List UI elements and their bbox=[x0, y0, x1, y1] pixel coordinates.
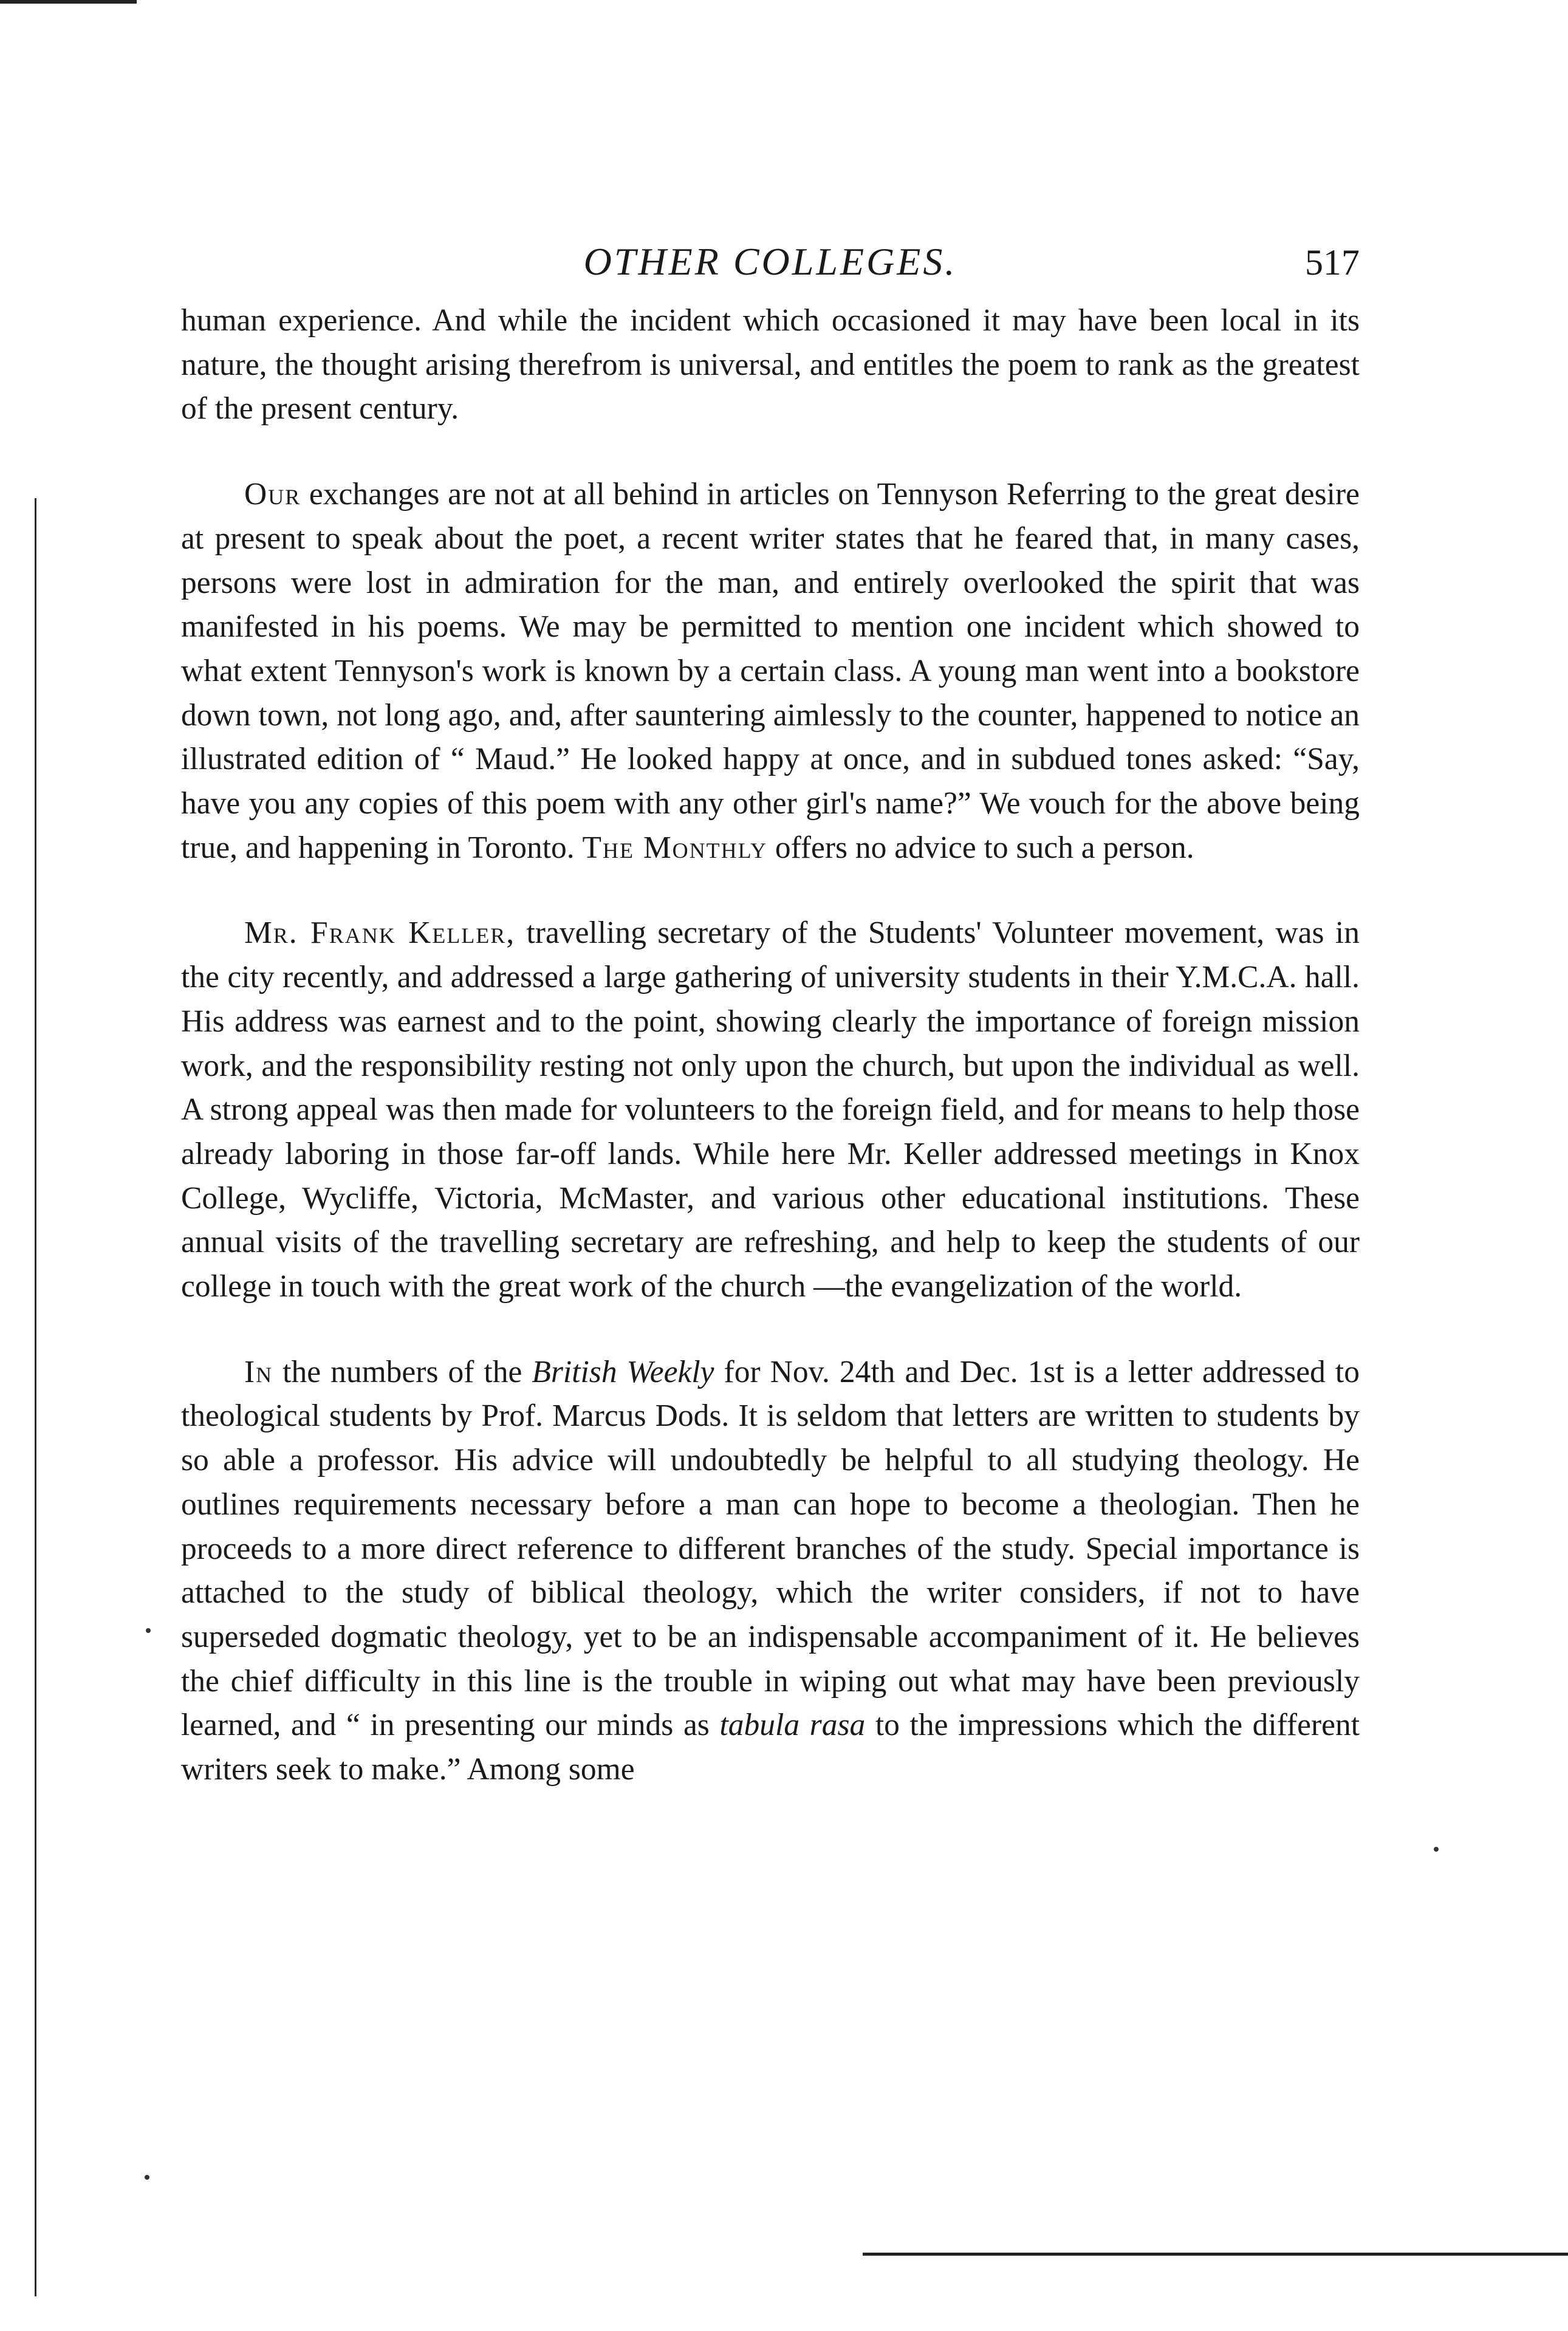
scan-left-edge-line bbox=[35, 498, 36, 2296]
paragraph-british-weekly bbox=[181, 1350, 1360, 1792]
journal-title: British Weekly bbox=[532, 1354, 714, 1389]
paragraph-text: offers no advice to such a person. bbox=[767, 830, 1194, 865]
paragraph-text: human experience. And while the incident which occasioned it may have been local in its nature, the thought arising therefrom is universal, and entitles the poem to rank as the greatest of the present century. bbox=[181, 303, 1360, 426]
paragraph-lead: Our bbox=[244, 477, 301, 512]
page-number: 517 bbox=[1305, 242, 1360, 282]
scan-speck bbox=[146, 1628, 151, 1633]
paragraph-continuation bbox=[181, 299, 1360, 431]
paragraph-exchanges bbox=[181, 473, 1360, 870]
book-page bbox=[181, 233, 1360, 1792]
scan-speck bbox=[1434, 1847, 1439, 1852]
scan-speck bbox=[145, 2175, 149, 2180]
magazine-name: The Monthly bbox=[582, 830, 768, 865]
paragraph-text: exchanges are not at all behind in articles on Tennyson Referring to the great desire at present to speak about the poet, a recent writer states that he feared that, in many cases, persons were lost in admiration for the man, and entirely overlooked the spirit that was manifested in his poems. We may be permitted to mention one incident which showed to what extent Tennyson's work is known by a certain class. A young man went into a bookstore down town, not long ago, and, after sauntering aimlessly to the counter, happened to notice an illustrated edition of “ Maud.” He looked happy at once, and in subdued tones asked: “Say, have you any copies of this poem with any other girl's name?” We vouch for the above being true, and happening in Toronto. bbox=[181, 477, 1360, 865]
paragraph-text: for Nov. 24th and Dec. 1st is a letter addressed to theological students by Prof. Marcus Dods. It is seldom that letters are written to students by so able a professor. His advice will undoubtedly be helpful to all studying theology. He outlines requirements necessary before a man can hope to become a theologian. Then he proceeds to a more direct reference to different branches of the study. Special importance is attached to the study of biblical theology, which the writer considers, if not to have superseded dogmatic theology, yet to be an indispensable accompaniment of it. He believes the chief difficulty in this line is the trouble in wiping out what may have been previously learned, and “ in presenting our minds as bbox=[181, 1354, 1360, 1743]
paragraph-text: travelling secretary of the Students' Volunteer movement, was in the city recently, and addressed a large gathering of university students in their Y.M.C.A. hall. His address was earnest and to the point, showing clearly the importance of foreign mission work, and the responsibility resting not only upon the church, but upon the individual as well. A strong appeal was then made for volunteers to the foreign field, and for means to help those already laboring in those far-off lands. While here Mr. Keller addressed meetings in Knox College, Wycliffe, Victoria, McMaster, and various other educational institutions. These annual visits of the travelling secretary are refreshing, and help to keep the students of our college in touch with the great work of the church —the evangelization of the world. bbox=[181, 916, 1360, 1304]
latin-phrase: tabula rasa bbox=[719, 1708, 866, 1743]
paragraph-lead: In bbox=[244, 1354, 273, 1389]
paragraph-text: the numbers of the bbox=[273, 1354, 532, 1389]
paragraph-lead: Mr. Frank Keller, bbox=[244, 916, 516, 951]
scan-bottom-edge-line bbox=[863, 2253, 1568, 2256]
scan-corner-mark bbox=[0, 0, 137, 4]
page-header bbox=[181, 233, 1360, 299]
paragraph-keller bbox=[181, 911, 1360, 1309]
running-title: OTHER COLLEGES. bbox=[583, 240, 957, 283]
paragraph-text: to the impressions which the different writers seek to make.” Among some bbox=[181, 1708, 1360, 1787]
